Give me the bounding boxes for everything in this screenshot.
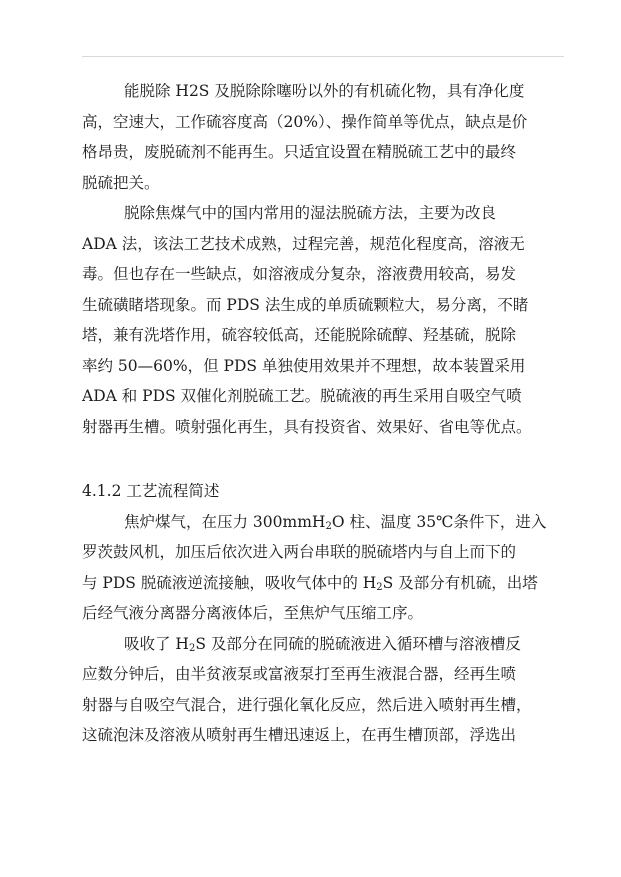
paragraph-line: 脱除焦煤气中的国内常用的湿法脱硫方法，主要为改良 xyxy=(124,204,497,222)
paragraph-line: 罗茨鼓风机，加压后依次进入两台串联的脱硫塔内与自上而下的 xyxy=(82,543,517,561)
paragraph-h2s-removal xyxy=(82,76,566,198)
paragraph-line: 生硫磺睹塔现象。而 PDS 法生成的单质硫颗粒大，易分离，不睹 xyxy=(82,295,529,314)
paragraph-line: ADA 和 PDS 双催化剂脱硫工艺。脱硫液的再生采用自吸空气喷 xyxy=(82,387,522,405)
paragraph-line: 格昂贵，废脱硫剂不能再生。只适宜设置在精脱硫工艺中的最终 xyxy=(82,143,517,161)
paragraph-line: 毒。但也存在一些缺点，如溶液成分复杂，溶液费用较高，易发 xyxy=(82,265,517,283)
header-rule xyxy=(82,56,564,57)
paragraph-line: 塔，兼有洗塔作用，硫容较低高，还能脱除硫醇、羟基硫，脱除 xyxy=(82,326,517,344)
paragraph-process-flow xyxy=(82,507,566,629)
paragraph-line: 射器与自吸空气混合，进行强化氧化反应，然后进入喷射再生槽， xyxy=(82,695,532,714)
text-run: S 及部分在同硫的脱硫液进入循环槽与溶液槽反 xyxy=(195,634,521,653)
paragraph-spacer xyxy=(82,442,566,476)
paragraph-line: 这硫泡沫及溶液从喷射再生槽迅速返上，在再生槽顶部，浮选出 xyxy=(82,726,517,744)
section-heading: 4.1.2 工艺流程简述 xyxy=(82,482,220,500)
paragraph-line: 射器再生槽。喷射强化再生，具有投资省、效果好、省电等优点。 xyxy=(82,417,532,436)
paragraph-line: 应数分钟后，由半贫液泵或富液泵打至再生液混合器，经再生喷 xyxy=(82,665,517,683)
text-run: S 及部分有机硫，出塔 xyxy=(382,573,538,592)
paragraph-wet-desulfurization xyxy=(82,198,566,442)
subscript: 2 xyxy=(325,520,332,532)
text-run: O 柱、温度 35℃条件下，进入 xyxy=(331,512,547,531)
subscript: 2 xyxy=(376,581,383,593)
paragraph-line: 率约 50—60%，但 PDS 单独使用效果并不理想，故本装置采用 xyxy=(82,356,526,375)
paragraph-line: 高，空速大，工作硫容度高（20%）、操作简单等优点，缺点是价 xyxy=(82,112,528,131)
paragraph-line: 能脱除 H2S 及脱除除噻吩以外的有机硫化物，具有净化度 xyxy=(124,82,525,100)
text-run: 与 PDS 脱硫液逆流接触，吸收气体中的 H xyxy=(82,573,377,592)
paragraph-line xyxy=(82,568,566,599)
paragraph-line xyxy=(82,629,566,660)
paragraph-line: ADA 法，该法工艺技术成熟，过程完善，规范化程度高，溶液无 xyxy=(82,234,525,253)
paragraph-line: 后经气液分离器分离液体后，至焦炉气压缩工序。 xyxy=(82,604,424,622)
text-run: 吸收了 H xyxy=(124,634,189,653)
paragraph-regeneration xyxy=(82,629,566,751)
document-body xyxy=(82,76,566,751)
paragraph-line xyxy=(82,507,566,538)
paragraph-line: 脱硫把关。 xyxy=(82,173,160,192)
subscript: 2 xyxy=(188,642,196,654)
text-run: 焦炉煤气，在压力 300mmH xyxy=(124,512,326,531)
